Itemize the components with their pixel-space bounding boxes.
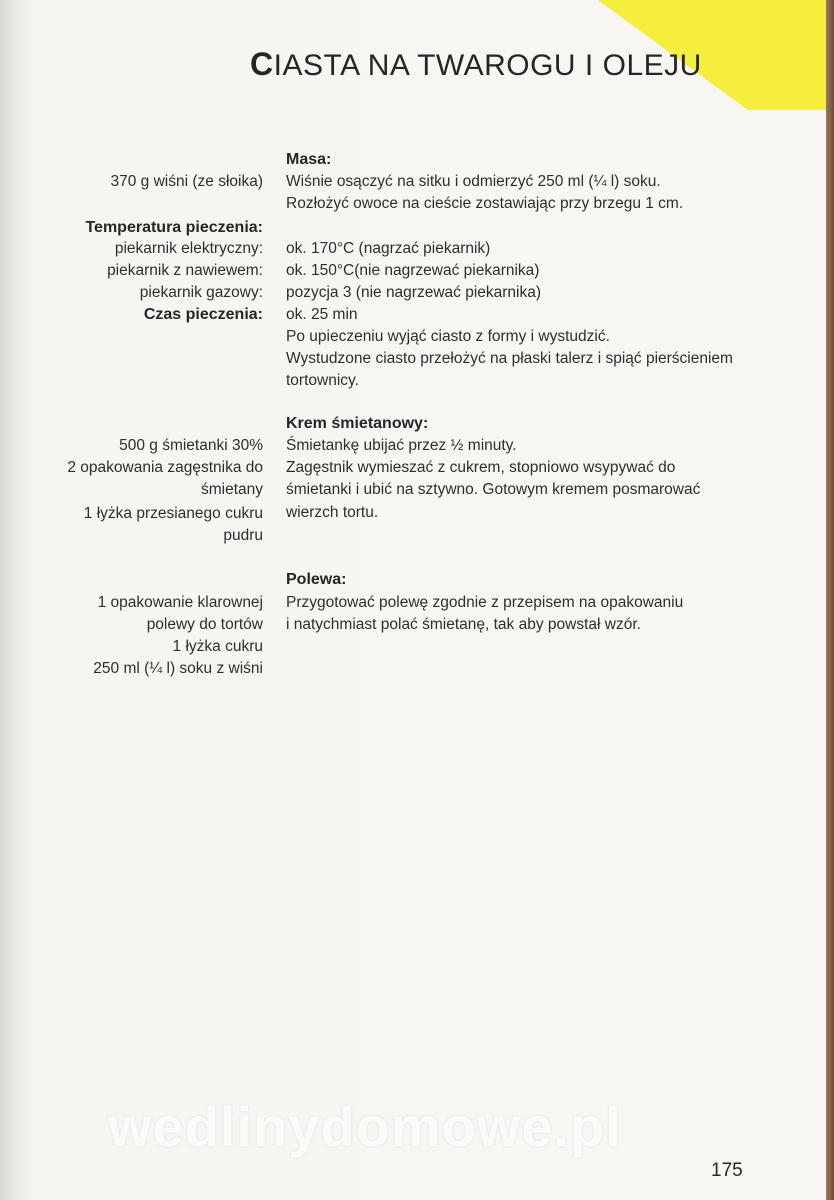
electric-oven-label: piekarnik elektryczny: [114, 240, 263, 257]
krem-line-1: Śmietankę ubijać przez ½ minuty. [286, 437, 517, 454]
polewa-ingredient-3: 1 łyżka cukru [172, 638, 263, 655]
baking-time-value: ok. 25 min [286, 306, 358, 323]
baking-time-heading: Czas pieczenia: [143, 306, 263, 323]
krem-line-3: śmietanki i ubić na sztywno. Gotowym kremem posmarować [286, 481, 701, 498]
after-baking-line-1: Po upieczeniu wyjąć ciasto z formy i wystudzić. [286, 328, 610, 345]
watermark: wedlinydomowe.pl [108, 1095, 622, 1158]
masa-ingredient: 370 g wiśni (ze słoika) [110, 173, 263, 190]
polewa-ingredient-2: polewy do tortów [146, 616, 263, 633]
masa-line-2: Rozłożyć owoce na cieście zostawiając przy brzegu 1 cm. [286, 195, 684, 212]
krem-ingredient-4: 1 łyżka przesianego cukru [83, 505, 263, 522]
page-edge-shadow [826, 0, 834, 1200]
krem-ingredient-1: 500 g śmietanki 30% [119, 437, 263, 454]
title-rest: IASTA NA TWAROGU I OLEJU [273, 49, 702, 82]
polewa-ingredient-1: 1 opakowanie klarownej [97, 594, 263, 611]
fan-oven-label: piekarnik z nawiewem: [107, 262, 263, 279]
krem-line-4: wierzch tortu. [286, 504, 379, 521]
krem-heading: Krem śmietanowy: [286, 415, 429, 432]
gas-oven-label: piekarnik gazowy: [139, 284, 263, 301]
after-baking-line-2: Wystudzone ciasto przełożyć na płaski talerz i spiąć pierścieniem [286, 350, 733, 367]
krem-ingredient-2: 2 opakowania zagęstnika do [67, 459, 263, 476]
polewa-line-2: i natychmiast polać śmietanę, tak aby powstał wzór. [286, 616, 641, 633]
page-title [250, 46, 702, 83]
masa-line-1: Wiśnie osączyć na sitku i odmierzyć 250 ml (¼ l) soku. [286, 173, 661, 190]
gas-oven-value: pozycja 3 (nie nagrzewać piekarnika) [286, 284, 542, 301]
polewa-heading: Polewa: [286, 571, 347, 588]
krem-ingredient-3: śmietany [200, 481, 263, 498]
masa-heading: Masa: [286, 151, 332, 168]
krem-ingredient-5: pudru [223, 527, 263, 544]
fan-oven-value: ok. 150°C(nie nagrzewać piekarnika) [286, 262, 540, 279]
page-number: 175 [711, 1160, 743, 1181]
after-baking-line-3: tortownicy. [286, 372, 359, 389]
temperature-heading: Temperatura pieczenia: [85, 219, 263, 236]
electric-oven-value: ok. 170°C (nagrzać piekarnik) [286, 240, 491, 257]
title-initial: C [250, 46, 274, 82]
polewa-ingredient-4: 250 ml (¼ l) soku z wiśni [93, 660, 263, 677]
polewa-line-1: Przygotować polewę zgodnie z przepisem na opakowaniu [286, 594, 684, 611]
krem-line-2: Zagęstnik wymieszać z cukrem, stopniowo wsypywać do [286, 459, 676, 476]
